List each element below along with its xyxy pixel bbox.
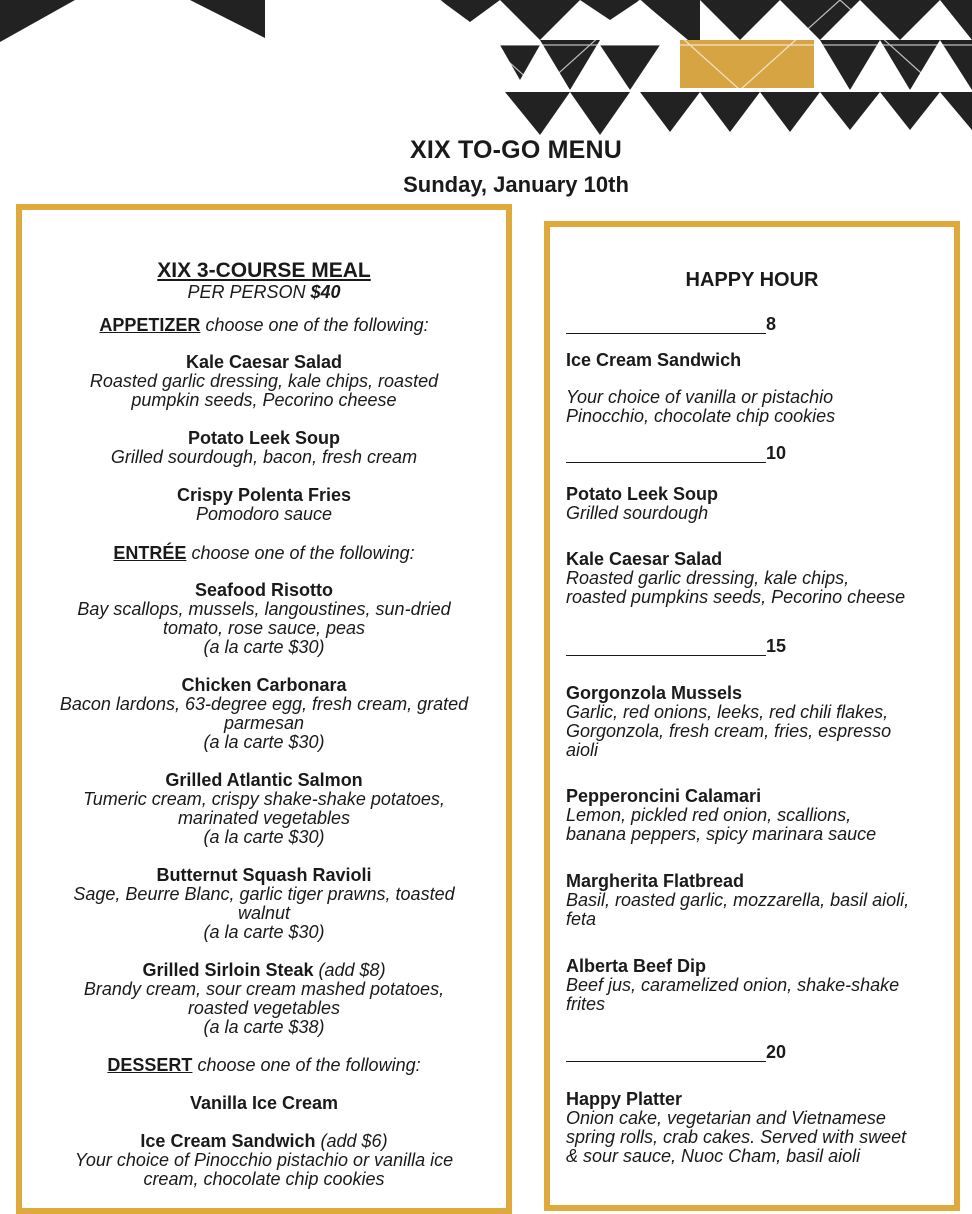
per-person-label: PER PERSON bbox=[187, 282, 306, 302]
ice-cream-sandwich-name: Ice Cream Sandwich bbox=[140, 1131, 316, 1151]
price-tier-20 bbox=[566, 1043, 786, 1062]
hh-flatbread-name: Margherita Flatbread bbox=[566, 871, 745, 891]
hh-happy-platter-desc-3: & sour sauce, Nuoc Cham, basil aioli bbox=[566, 1146, 861, 1166]
ice-cream-sandwich-desc-1: Your choice of Pinocchio pistachio or vanilla ice bbox=[74, 1150, 454, 1170]
atlantic-salmon-desc-1: Tumeric cream, crispy shake-shake potatoes, bbox=[83, 789, 445, 809]
kale-caesar-name: Kale Caesar Salad bbox=[185, 352, 343, 372]
squash-ravioli-name: Butternut Squash Ravioli bbox=[156, 865, 372, 885]
squash-ravioli-price: (a la carte $30) bbox=[203, 922, 325, 942]
ice-cream-sandwich-heading bbox=[22, 1132, 506, 1151]
hh-gorgonzola-mussels-desc-1: Garlic, red onions, leeks, red chili flakes, bbox=[566, 702, 889, 722]
chicken-carbonara-desc-1: Bacon lardons, 63-degree egg, fresh cream, grated bbox=[59, 694, 469, 714]
hh-calamari-desc-2: banana peppers, spicy marinara sauce bbox=[566, 824, 877, 844]
price-line bbox=[566, 1045, 766, 1062]
hh-happy-platter-name: Happy Platter bbox=[566, 1089, 683, 1109]
three-course-meal-panel bbox=[16, 204, 512, 1214]
price-line bbox=[566, 446, 766, 463]
hh-potato-leek-desc: Grilled sourdough bbox=[566, 503, 709, 523]
per-person-price bbox=[22, 283, 506, 302]
hh-calamari-name: Pepperoncini Calamari bbox=[566, 786, 762, 806]
chicken-carbonara-desc-2: parmesan bbox=[223, 713, 305, 733]
hh-calamari-desc-1: Lemon, pickled red onion, scallions, bbox=[566, 805, 852, 825]
hh-ice-cream-sandwich-name: Ice Cream Sandwich bbox=[566, 350, 742, 370]
appetizer-label: APPETIZER bbox=[99, 315, 201, 335]
kale-caesar-desc-1: Roasted garlic dressing, kale chips, roasted bbox=[89, 371, 439, 391]
happy-hour-panel bbox=[544, 221, 960, 1211]
price-8: 8 bbox=[766, 314, 777, 334]
hh-ice-cream-sandwich-desc-2: Pinocchio, chocolate chip cookies bbox=[566, 406, 836, 426]
menu-title: XIX TO-GO MENU bbox=[409, 136, 623, 164]
sirloin-steak-desc-2: roasted vegetables bbox=[187, 998, 341, 1018]
seafood-risotto-desc-2: tomato, rose sauce, peas bbox=[162, 618, 366, 638]
squash-ravioli-desc-1: Sage, Beurre Blanc, garlic tiger prawns, toasted bbox=[73, 884, 455, 904]
hh-flatbread-desc-1: Basil, roasted garlic, mozzarella, basil aioli, bbox=[566, 890, 910, 910]
hh-happy-platter-desc-1: Onion cake, vegetarian and Vietnamese bbox=[566, 1108, 886, 1128]
sirloin-steak-add: (add $8) bbox=[318, 960, 386, 980]
hh-kale-caesar-desc-1: Roasted garlic dressing, kale chips, bbox=[566, 568, 850, 588]
ice-cream-sandwich-add: (add $6) bbox=[320, 1131, 388, 1151]
ice-cream-sandwich-desc-2: cream, chocolate chip cookies bbox=[143, 1169, 385, 1189]
atlantic-salmon-desc-2: marinated vegetables bbox=[177, 808, 351, 828]
sirloin-steak-heading bbox=[22, 961, 506, 980]
seafood-risotto-name: Seafood Risotto bbox=[195, 580, 333, 600]
chicken-carbonara-name: Chicken Carbonara bbox=[181, 675, 347, 695]
squash-ravioli-desc-2: walnut bbox=[237, 903, 291, 923]
sirloin-steak-desc-1: Brandy cream, sour cream mashed potatoes, bbox=[83, 979, 445, 999]
polenta-fries-desc: Pomodoro sauce bbox=[195, 504, 333, 524]
price-20: 20 bbox=[766, 1042, 787, 1062]
seafood-risotto-desc-1: Bay scallops, mussels, langoustines, sun-dried bbox=[77, 599, 451, 619]
happy-hour-title: HAPPY HOUR bbox=[685, 269, 819, 291]
price-tier-15 bbox=[566, 637, 786, 656]
sirloin-steak-price: (a la carte $38) bbox=[203, 1017, 325, 1037]
price-tier-8 bbox=[566, 315, 776, 334]
kale-caesar-desc-2: pumpkin seeds, Pecorino cheese bbox=[131, 390, 397, 410]
hh-beef-dip-desc-1: Beef jus, caramelized onion, shake-shake bbox=[566, 975, 900, 995]
entree-label: ENTRÉE bbox=[113, 543, 187, 563]
vanilla-ice-cream-name: Vanilla Ice Cream bbox=[189, 1093, 339, 1113]
menu-date: Sunday, January 10th bbox=[403, 172, 629, 197]
hh-gorgonzola-mussels-desc-2: Gorgonzola, fresh cream, fries, espresso bbox=[566, 721, 892, 741]
price-15: 15 bbox=[766, 636, 787, 656]
chicken-carbonara-price: (a la carte $30) bbox=[203, 732, 325, 752]
atlantic-salmon-name: Grilled Atlantic Salmon bbox=[165, 770, 363, 790]
polenta-fries-name: Crispy Polenta Fries bbox=[176, 485, 352, 505]
hh-happy-platter-desc-2: spring rolls, crab cakes. Served with sweet bbox=[566, 1127, 907, 1147]
hh-gorgonzola-mussels-name: Gorgonzola Mussels bbox=[566, 683, 743, 703]
entree-instruction: choose one of the following: bbox=[191, 543, 415, 563]
hh-flatbread-desc-2: feta bbox=[566, 909, 597, 929]
atlantic-salmon-price: (a la carte $30) bbox=[203, 827, 325, 847]
sirloin-steak-name: Grilled Sirloin Steak bbox=[142, 960, 314, 980]
appetizer-instruction: choose one of the following: bbox=[205, 315, 429, 335]
geometric-triangle-pattern bbox=[0, 0, 972, 150]
hh-kale-caesar-name: Kale Caesar Salad bbox=[566, 549, 723, 569]
potato-leek-name: Potato Leek Soup bbox=[187, 428, 340, 448]
price-line bbox=[566, 317, 766, 334]
hh-potato-leek-name: Potato Leek Soup bbox=[566, 484, 719, 504]
hh-beef-dip-desc-2: frites bbox=[566, 994, 606, 1014]
price-line bbox=[566, 639, 766, 656]
hh-beef-dip-name: Alberta Beef Dip bbox=[566, 956, 707, 976]
hh-gorgonzola-mussels-desc-3: aioli bbox=[566, 740, 599, 760]
price: $40 bbox=[310, 282, 341, 302]
three-course-title: XIX 3-COURSE MEAL bbox=[157, 259, 371, 282]
seafood-risotto-price: (a la carte $30) bbox=[203, 637, 325, 657]
appetizer-heading bbox=[22, 316, 506, 335]
price-tier-10 bbox=[566, 444, 786, 463]
potato-leek-desc: Grilled sourdough, bacon, fresh cream bbox=[110, 447, 418, 467]
price-10: 10 bbox=[766, 443, 787, 463]
hh-kale-caesar-desc-2: roasted pumpkins seeds, Pecorino cheese bbox=[566, 587, 906, 607]
hh-ice-cream-sandwich-desc-1: Your choice of vanilla or pistachio bbox=[566, 387, 834, 407]
dessert-label: DESSERT bbox=[107, 1055, 193, 1075]
dessert-instruction: choose one of the following: bbox=[197, 1055, 421, 1075]
entree-heading bbox=[22, 544, 506, 563]
dessert-heading bbox=[22, 1056, 506, 1075]
